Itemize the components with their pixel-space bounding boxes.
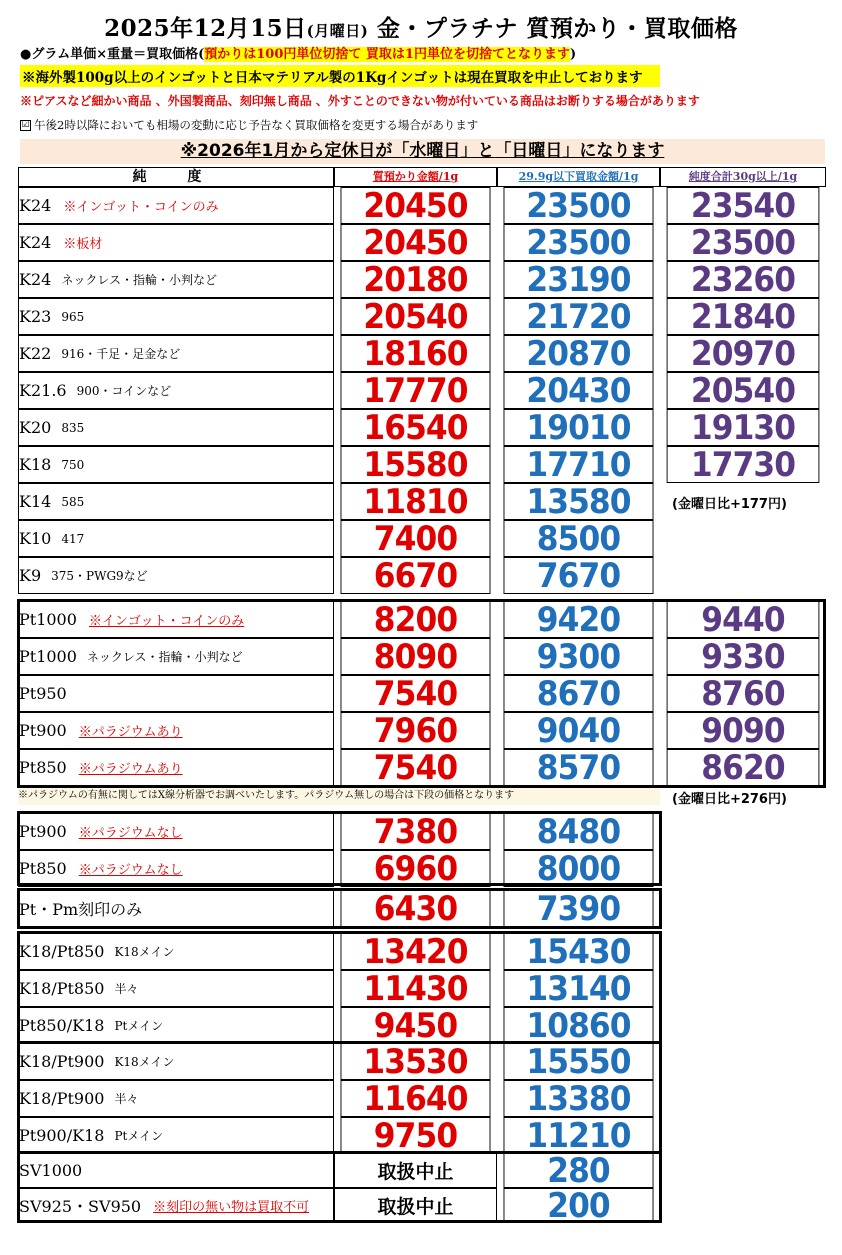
purity-label xyxy=(18,557,334,594)
page-title: 2025年12月15日(月曜日) 金・プラチナ 質預かり・買取価格 xyxy=(104,15,738,42)
buy-price: 21720 xyxy=(504,298,654,335)
purity-label xyxy=(18,335,334,372)
purity-note: Ptメイン xyxy=(114,1019,164,1033)
silver-table xyxy=(18,1150,660,1226)
purity-name: K14 xyxy=(19,492,52,511)
header-buy: 29.9g以下買取金額/1g xyxy=(497,167,660,187)
purity-label xyxy=(18,224,334,261)
buy-price: 13380 xyxy=(504,1080,654,1117)
purity-label xyxy=(18,372,334,409)
pawn-price: 9750 xyxy=(341,1117,491,1154)
header-pawn: 質預かり金額/1g xyxy=(334,167,497,187)
purity-note: 965 xyxy=(61,309,85,324)
purity-label xyxy=(18,970,334,1007)
purity-name: K24 xyxy=(19,196,52,215)
purity-name: K20 xyxy=(19,418,52,437)
checkbox-icon: ☑ xyxy=(21,119,30,130)
pawn-price: 20180 xyxy=(341,261,491,298)
total-price: 21840 xyxy=(667,298,820,335)
purity-label xyxy=(18,638,334,675)
pawn-price: 7380 xyxy=(341,813,491,850)
total-price: 8760 xyxy=(667,675,820,712)
purity-label xyxy=(18,298,334,335)
total-price: 19130 xyxy=(667,409,820,446)
total-price: 23260 xyxy=(667,261,820,298)
platinum-table xyxy=(18,601,826,786)
buy-price: 7390 xyxy=(504,890,654,927)
pawn-price: 取扱中止 xyxy=(334,1153,497,1188)
purity-note: ※パラジウムあり xyxy=(78,762,183,777)
purity-label xyxy=(18,1153,334,1188)
total-price: 8620 xyxy=(667,749,820,786)
purity-label xyxy=(18,890,334,927)
buy-price: 8000 xyxy=(504,850,654,887)
buy-price: 9040 xyxy=(504,712,654,749)
pt-change-note: (金曜日比+276円) xyxy=(672,792,787,807)
purity-name: K18 xyxy=(19,455,52,474)
purity-name: SV1000 xyxy=(19,1161,83,1180)
empty-cell xyxy=(660,557,826,594)
purity-name: K18/Pt850 xyxy=(19,942,105,961)
purity-name: Pt1000 xyxy=(19,647,77,666)
buy-price: 200 xyxy=(504,1188,654,1223)
purity-note: 417 xyxy=(61,531,85,546)
platinum-no-palladium-table xyxy=(18,813,660,887)
pawn-price: 8090 xyxy=(341,638,491,675)
purity-name: Pt850 xyxy=(19,859,67,878)
purity-note: 750 xyxy=(61,457,85,472)
purity-note: ※板材 xyxy=(63,237,103,252)
purity-note: 916・千足・足金など xyxy=(61,347,181,361)
purity-note: Ptメイン xyxy=(114,1129,164,1143)
pawn-price: 13420 xyxy=(341,933,491,970)
buy-price: 15430 xyxy=(504,933,654,970)
purity-note: 835 xyxy=(61,420,85,435)
buy-price: 23500 xyxy=(504,187,654,224)
purity-name: K18/Pt900 xyxy=(19,1089,105,1108)
purity-note: 半々 xyxy=(114,982,139,996)
header-total: 純度合計30g以上/1g xyxy=(660,167,826,187)
purity-note: 900・コインなど xyxy=(76,384,172,398)
purity-name: Pt900/K18 xyxy=(19,1126,105,1145)
gold-table xyxy=(18,187,826,594)
purity-name: Pt950 xyxy=(19,684,67,703)
pawn-price: 20450 xyxy=(341,187,491,224)
total-price: 20970 xyxy=(667,335,820,372)
pawn-price: 6960 xyxy=(341,850,491,887)
purity-label xyxy=(18,813,334,850)
buy-price: 20430 xyxy=(504,372,654,409)
purity-name: Pt1000 xyxy=(19,610,77,629)
pawn-price: 13530 xyxy=(341,1043,491,1080)
pawn-price: 7400 xyxy=(341,520,491,557)
pawn-price: 11810 xyxy=(341,483,491,520)
buy-price: 9420 xyxy=(504,601,654,638)
total-price: 23540 xyxy=(667,187,820,224)
buy-price: 8480 xyxy=(504,813,654,850)
pawn-price: 9450 xyxy=(341,1007,491,1044)
purity-label xyxy=(18,601,334,638)
buy-price: 20870 xyxy=(504,335,654,372)
purity-label xyxy=(18,187,334,224)
gold-change-note: (金曜日比+177円) xyxy=(672,497,787,512)
purity-note: 半々 xyxy=(114,1092,139,1106)
refuse-notice: ※ピアスなど細かい商品 、外国製商品、刻印無し商品 、外すことのできない物が付いている商品はお断りする場合があります xyxy=(20,94,700,108)
buy-price: 23500 xyxy=(504,224,654,261)
purity-name: K9 xyxy=(19,566,42,585)
purity-name: Pt850/K18 xyxy=(19,1016,105,1035)
purity-name: Pt900 xyxy=(19,822,67,841)
purity-label xyxy=(18,850,334,887)
buy-price: 13580 xyxy=(504,483,654,520)
purity-note: ※パラジウムなし xyxy=(78,826,183,841)
buy-price: 8670 xyxy=(504,675,654,712)
combo-900-table xyxy=(18,1043,660,1154)
buy-price: 13140 xyxy=(504,970,654,1007)
pawn-price: 6670 xyxy=(341,557,491,594)
purity-note: ※インゴット・コインのみ xyxy=(88,614,245,629)
pawn-price: 20450 xyxy=(341,224,491,261)
pawn-price: 8200 xyxy=(341,601,491,638)
purity-note: ネックレス・指輪・小判など xyxy=(61,273,217,287)
purity-label xyxy=(18,712,334,749)
purity-name: K23 xyxy=(19,307,52,326)
pawn-price: 取扱中止 xyxy=(334,1188,497,1223)
buy-price: 19010 xyxy=(504,409,654,446)
purity-label xyxy=(18,1117,334,1154)
total-price: 9090 xyxy=(667,712,820,749)
pawn-price: 17770 xyxy=(341,372,491,409)
purity-label xyxy=(18,933,334,970)
purity-note: 585 xyxy=(61,494,85,509)
purity-name: K24 xyxy=(19,270,52,289)
formula-note: ●グラム単価×重量＝買取価格(預かりは100円単位切捨て 買取は1円単位を切捨てとなります) xyxy=(20,47,577,62)
pawn-price: 7540 xyxy=(341,749,491,786)
buy-price: 23190 xyxy=(504,261,654,298)
empty-cell xyxy=(660,520,826,557)
pt-stamp-table xyxy=(18,890,660,927)
purity-label xyxy=(18,1188,334,1223)
purity-name: Pt850 xyxy=(19,758,67,777)
pawn-price: 15580 xyxy=(341,446,491,483)
buy-price: 17710 xyxy=(504,446,654,483)
purity-label xyxy=(18,1007,334,1044)
buy-price: 8500 xyxy=(504,520,654,557)
purity-label xyxy=(18,483,334,520)
purity-note: K18メイン xyxy=(114,945,175,959)
purity-label xyxy=(18,1080,334,1117)
purity-label xyxy=(18,675,334,712)
buy-price: 9300 xyxy=(504,638,654,675)
purity-name: SV925・SV950 xyxy=(19,1197,142,1216)
purity-note: ネックレス・指輪・小判など xyxy=(86,650,243,664)
pawn-price: 11640 xyxy=(341,1080,491,1117)
buy-price: 10860 xyxy=(504,1007,654,1044)
holiday-banner: ※2026年1月から定休日が「水曜日」と「日曜日」になります xyxy=(20,139,825,164)
buy-price: 15550 xyxy=(504,1043,654,1080)
purity-name: K22 xyxy=(19,344,52,363)
total-price: 23500 xyxy=(667,224,820,261)
purity-name: K24 xyxy=(19,233,52,252)
purity-name: K18/Pt850 xyxy=(19,979,105,998)
purity-label xyxy=(18,1043,334,1080)
pawn-price: 18160 xyxy=(341,335,491,372)
purity-name: K10 xyxy=(19,529,52,548)
palladium-note: ※パラジウムの有無に関してはX線分析器でお調べいたします。パラジウム無しの場合は下段の価格となります xyxy=(18,787,660,805)
buy-price: 280 xyxy=(504,1153,654,1188)
purity-label xyxy=(18,520,334,557)
purity-label xyxy=(18,409,334,446)
suspended-notice: ※海外製100g以上のインゴットと日本マテリアル製の1Kgインゴットは現在買取を中止しております xyxy=(20,65,660,87)
buy-price: 7670 xyxy=(504,557,654,594)
pawn-price: 7960 xyxy=(341,712,491,749)
pawn-price: 16540 xyxy=(341,409,491,446)
pawn-price: 6430 xyxy=(341,890,491,927)
purity-note: ※パラジウムあり xyxy=(78,725,183,740)
total-price: 9330 xyxy=(667,638,820,675)
header-purity: 純 度 xyxy=(18,167,334,187)
purity-note: ※パラジウムなし xyxy=(78,863,183,878)
total-price: 9440 xyxy=(667,601,820,638)
buy-price: 11210 xyxy=(504,1117,654,1154)
combo-850-table xyxy=(18,933,660,1044)
afternoon-notice: ☑ 午後2時以降においても相場の変動に応じ予告なく買取価格を変更する場合があります xyxy=(21,118,479,132)
purity-label xyxy=(18,261,334,298)
purity-label xyxy=(18,749,334,786)
purity-name: K18/Pt900 xyxy=(19,1052,105,1071)
total-price: 20540 xyxy=(667,372,820,409)
pawn-price: 7540 xyxy=(341,675,491,712)
pawn-price: 20540 xyxy=(341,298,491,335)
buy-price: 8570 xyxy=(504,749,654,786)
table-header xyxy=(18,167,826,187)
purity-note: 375・PWG9など xyxy=(51,569,148,583)
purity-note: ※刻印の無い物は買取不可 xyxy=(153,1200,310,1215)
purity-label xyxy=(18,446,334,483)
purity-note: ※インゴット・コインのみ xyxy=(63,200,219,215)
purity-note: K18メイン xyxy=(114,1055,175,1069)
total-price: 17730 xyxy=(667,446,820,483)
pawn-price: 11430 xyxy=(341,970,491,1007)
purity-name: Pt・Pm刻印のみ xyxy=(19,900,143,919)
purity-name: K21.6 xyxy=(19,381,67,400)
purity-name: Pt900 xyxy=(19,721,67,740)
